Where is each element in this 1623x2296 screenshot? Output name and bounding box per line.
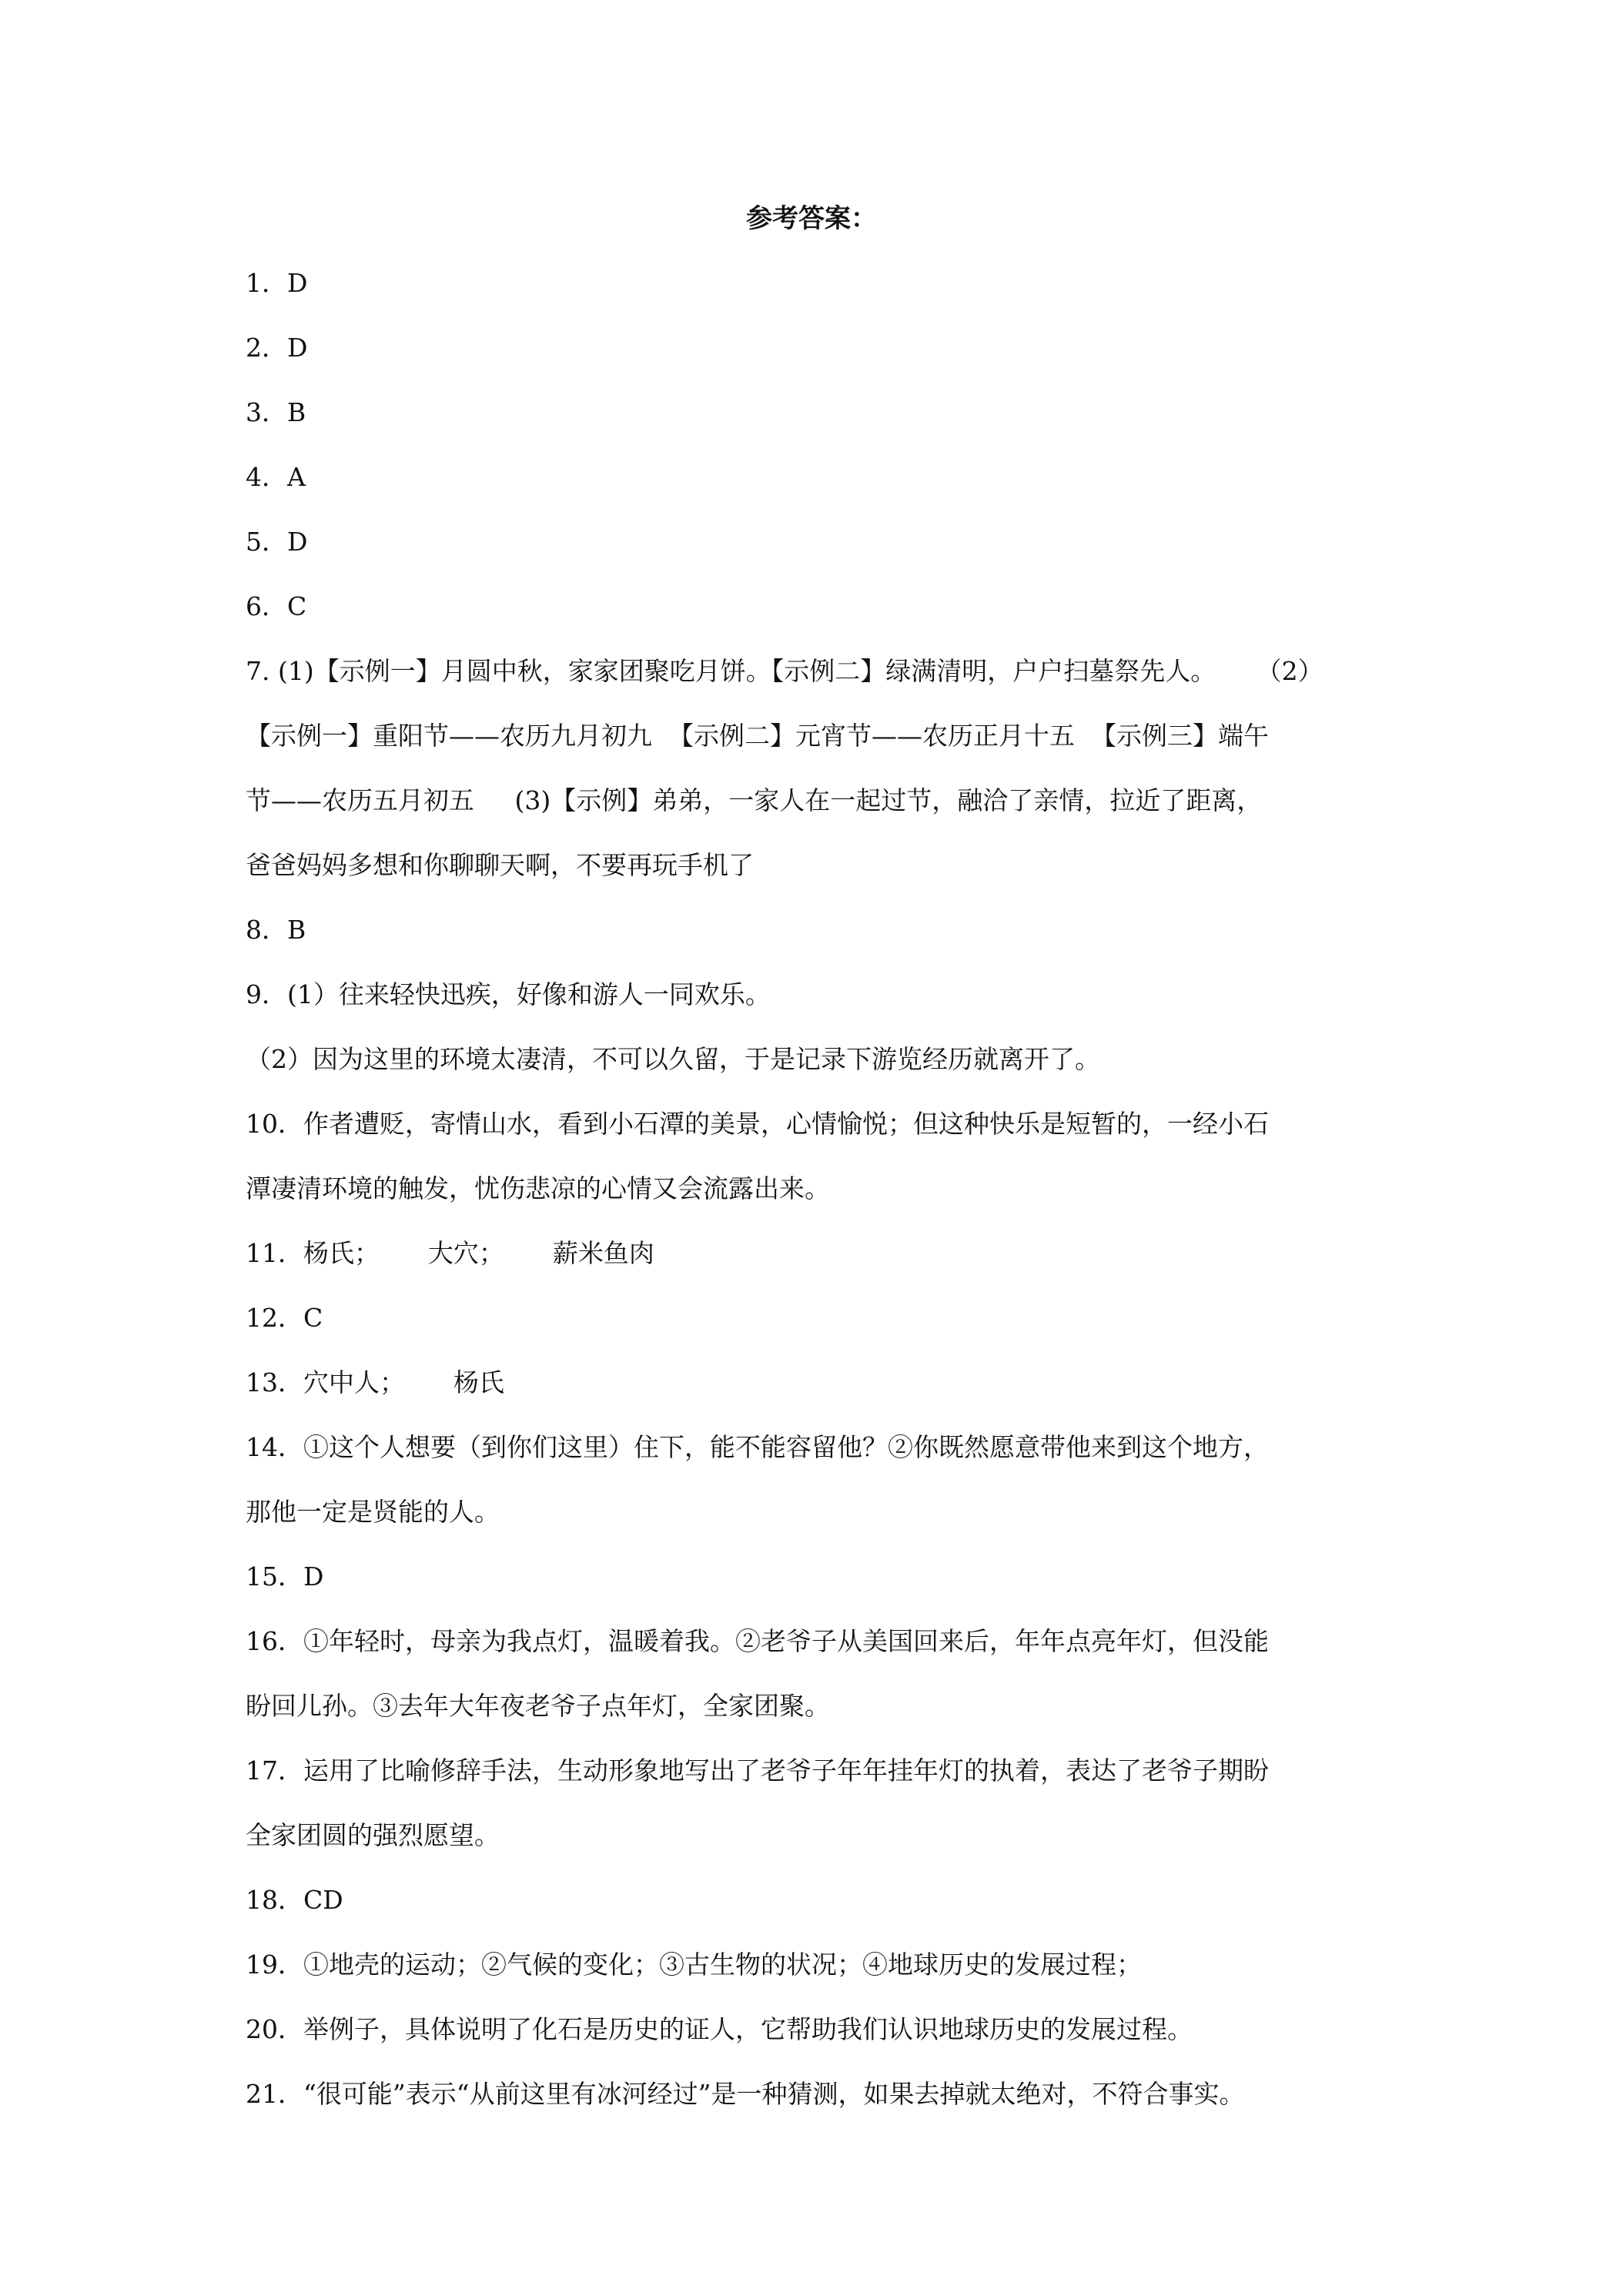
answer-line-14b: 那他一定是贤能的人。 — [246, 1497, 500, 1527]
answer-line-13: 13．穴中人； 杨氏 — [246, 1367, 504, 1397]
answer-line-17b: 全家团圆的强烈愿望。 — [246, 1820, 500, 1850]
answer-line-7d: 爸爸妈妈多想和你聊聊天啊，不要再玩手机了 — [246, 850, 754, 880]
answer-line-15: 15．D — [246, 1561, 324, 1591]
answer-list — [246, 251, 1377, 2127]
answer-line-5: 5．D — [246, 527, 308, 557]
answer-line-7c: 节——农历五月初五 (3)【示例】弟弟，一家人在一起过节，融洽了亲情，拉近了距离， — [246, 785, 1263, 815]
answer-line-9b: （2）因为这里的环境太凄清，不可以久留，于是记录下游览经历就离开了。 — [246, 1044, 1100, 1074]
answer-line-8: 8．B — [246, 915, 306, 945]
answer-line-4: 4．A — [246, 462, 306, 492]
answer-line-16b: 盼回儿孙。③去年大年夜老爷子点年灯，全家团聚。 — [246, 1691, 830, 1721]
answer-line-16a: 16．①年轻时，母亲为我点灯，温暖着我。②老爷子从美国回来后，年年点亮年灯，但没能 — [246, 1626, 1269, 1656]
page-title: 参考答案： — [746, 203, 877, 234]
answer-line-21: 21．“很可能”表示“从前这里有冰河经过”是一种猜测，如果去掉就太绝对，不符合事实。 — [246, 2079, 1245, 2109]
answer-line-17a: 17．运用了比喻修辞手法，生动形象地写出了老爷子年年挂年灯的执着，表达了老爷子期盼 — [246, 1755, 1269, 1786]
answer-line-18: 18．CD — [246, 1885, 343, 1915]
answer-line-19: 19．①地壳的运动；②气候的变化；③古生物的状况；④地球历史的发展过程； — [246, 1950, 1142, 1980]
answer-line-12: 12．C — [246, 1303, 323, 1333]
answer-line-20: 20．举例子，具体说明了化石是历史的证人，它帮助我们认识地球历史的发展过程。 — [246, 2014, 1193, 2044]
answer-line-9a: 9．(1）往来轻快迅疾，好像和游人一同欢乐。 — [246, 979, 771, 1009]
answer-line-11: 11．杨氏； 大穴； 薪米鱼肉 — [246, 1238, 654, 1268]
answer-line-3: 3．B — [246, 397, 306, 427]
answer-line-7a: 7. (1)【示例一】月圆中秋，家家团聚吃月饼。【示例二】绿满清明，户户扫墓祭先人。 （2） — [246, 656, 1323, 686]
answer-line-7b: 【示例一】重阳节——农历九月初九 【示例二】元宵节——农历正月十五 【示例三】端午 — [246, 721, 1269, 751]
answer-line-2: 2．D — [246, 333, 308, 363]
answer-line-1: 1．D — [246, 268, 308, 298]
answer-line-10b: 潭凄清环境的触发，忧伤悲凉的心情又会流露出来。 — [246, 1173, 830, 1203]
answer-line-6: 6．C — [246, 591, 307, 621]
answer-line-10a: 10．作者遭贬，寄情山水，看到小石潭的美景，心情愉悦；但这种快乐是短暂的，一经小石 — [246, 1109, 1269, 1139]
answer-line-14a: 14．①这个人想要（到你们这里）住下，能不能容留他？②你既然愿意带他来到这个地方， — [246, 1432, 1269, 1462]
